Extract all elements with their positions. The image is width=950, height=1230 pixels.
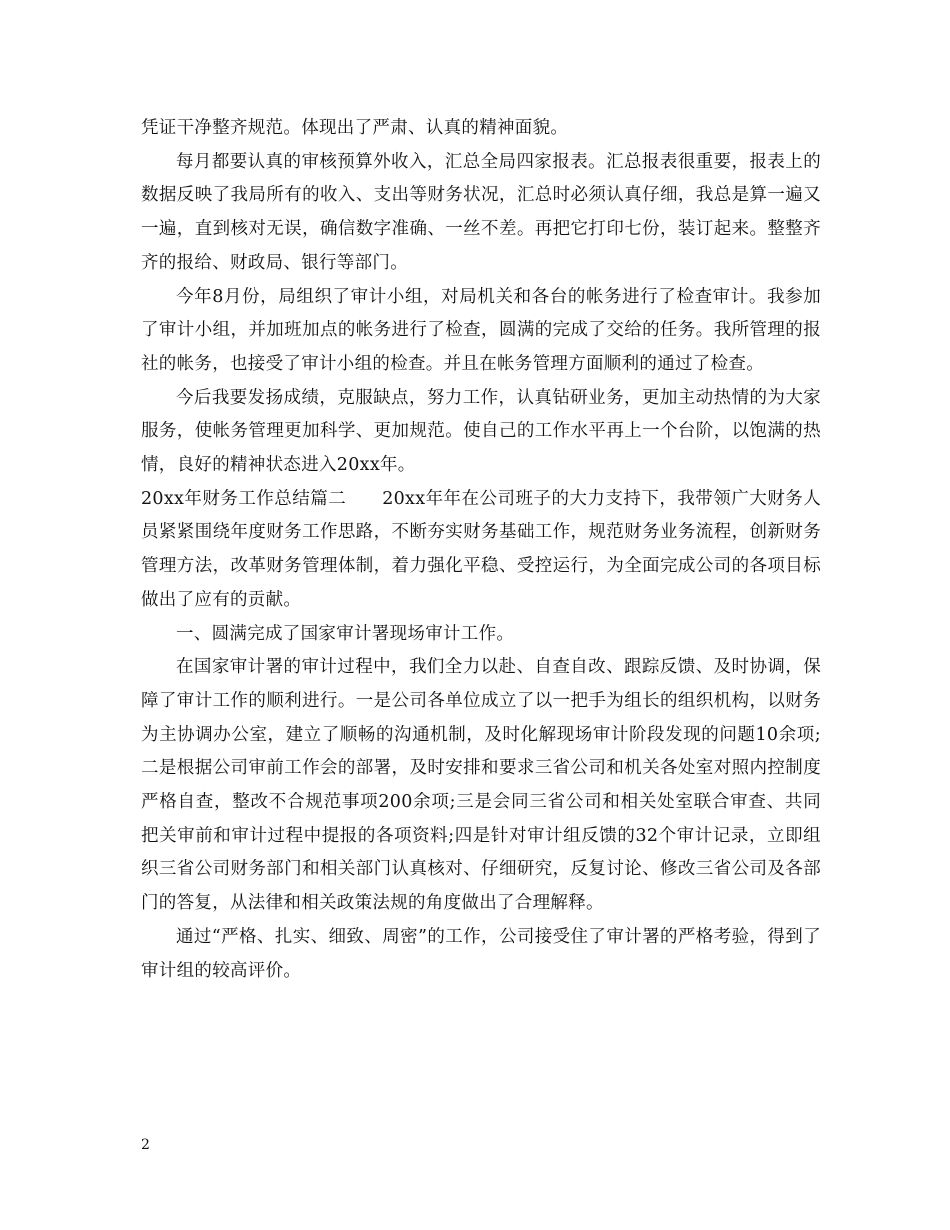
paragraph-audit-result: 通过“严格、扎实、细致、周密”的工作，公司接受住了审计署的严格考验，得到了审计组的较高评价。 bbox=[141, 926, 821, 981]
page-number: 2 bbox=[141, 1137, 150, 1153]
section-heading-audit: 一、圆满完成了国家审计署现场审计工作。 bbox=[176, 623, 515, 644]
paragraph-future-plan: 今后我要发扬成绩，克服缺点，努力工作，认真钻研业务，更加主动热情的为大家服务，使帐务管理更加科学、更加规范。使自己的工作水平再上一个台阶，以饱满的热情，良好的精神状态进入20xx年。 bbox=[141, 387, 821, 476]
paragraph-audit-details: 在国家审计署的审计过程中，我们全力以赴、自查自改、跟踪反馈、及时协调，保障了审计工作的顺利进行。一是公司各单位成立了以一把手为组长的组织机构，以财务为主协调办公室，建立了顺畅的沟通机制，及时化解现场审计阶段发现的问题10余项;二是根据公司审前工作会的部署，及时安排和要求三省公司和机关各处室对照内控制度严格自查，整改不合规范事项200余项;三是会同三省公司和相关处室联合审查、共同把关审前和审计过程中提报的各项资料;四是针对审计组反馈的32个审计记录，立即组织三省公司财务部门和相关部门认真核对、仔细研究，反复讨论、修改三省公司及各部门的答复，从法律和相关政策法规的角度做出了合理解释。 bbox=[141, 657, 821, 914]
paragraph-continuation: 凭证干净整齐规范。体现出了严肃、认真的精神面貌。 bbox=[141, 118, 569, 138]
document-body bbox=[141, 112, 821, 988]
paragraph-section-two-intro: 20xx年财务工作总结篇二 20xx年年在公司班子的大力支持下，我带领广大财务人员紧紧围绕年度财务工作思路，不断夯实财务基础工作，规范财务业务流程，创新财务管理方法，改革财务管理体制，着力强化平稳、受控运行，为全面完成公司的各项目标做出了应有的贡献。 bbox=[141, 488, 821, 610]
paragraph-audit-team: 今年8月份，局组织了审计小组，对局机关和各台的帐务进行了检查审计。我参加了审计小组，并加班加点的帐务进行了检查，圆满的完成了交给的任务。我所管理的报社的帐务，也接受了审计小组的检查。并且在帐务管理方面顺利的通过了检查。 bbox=[141, 286, 821, 374]
paragraph-monthly-review: 每月都要认真的审核预算外收入，汇总全局四家报表。汇总报表很重要，报表上的数据反映了我局所有的收入、支出等财务状况，汇总时必须认真仔细，我总是算一遍又一遍，直到核对无误，确信数字准确、一丝不差。再把它打印七份，装订起来。整整齐齐的报给、财政局、银行等部门。 bbox=[141, 151, 821, 273]
